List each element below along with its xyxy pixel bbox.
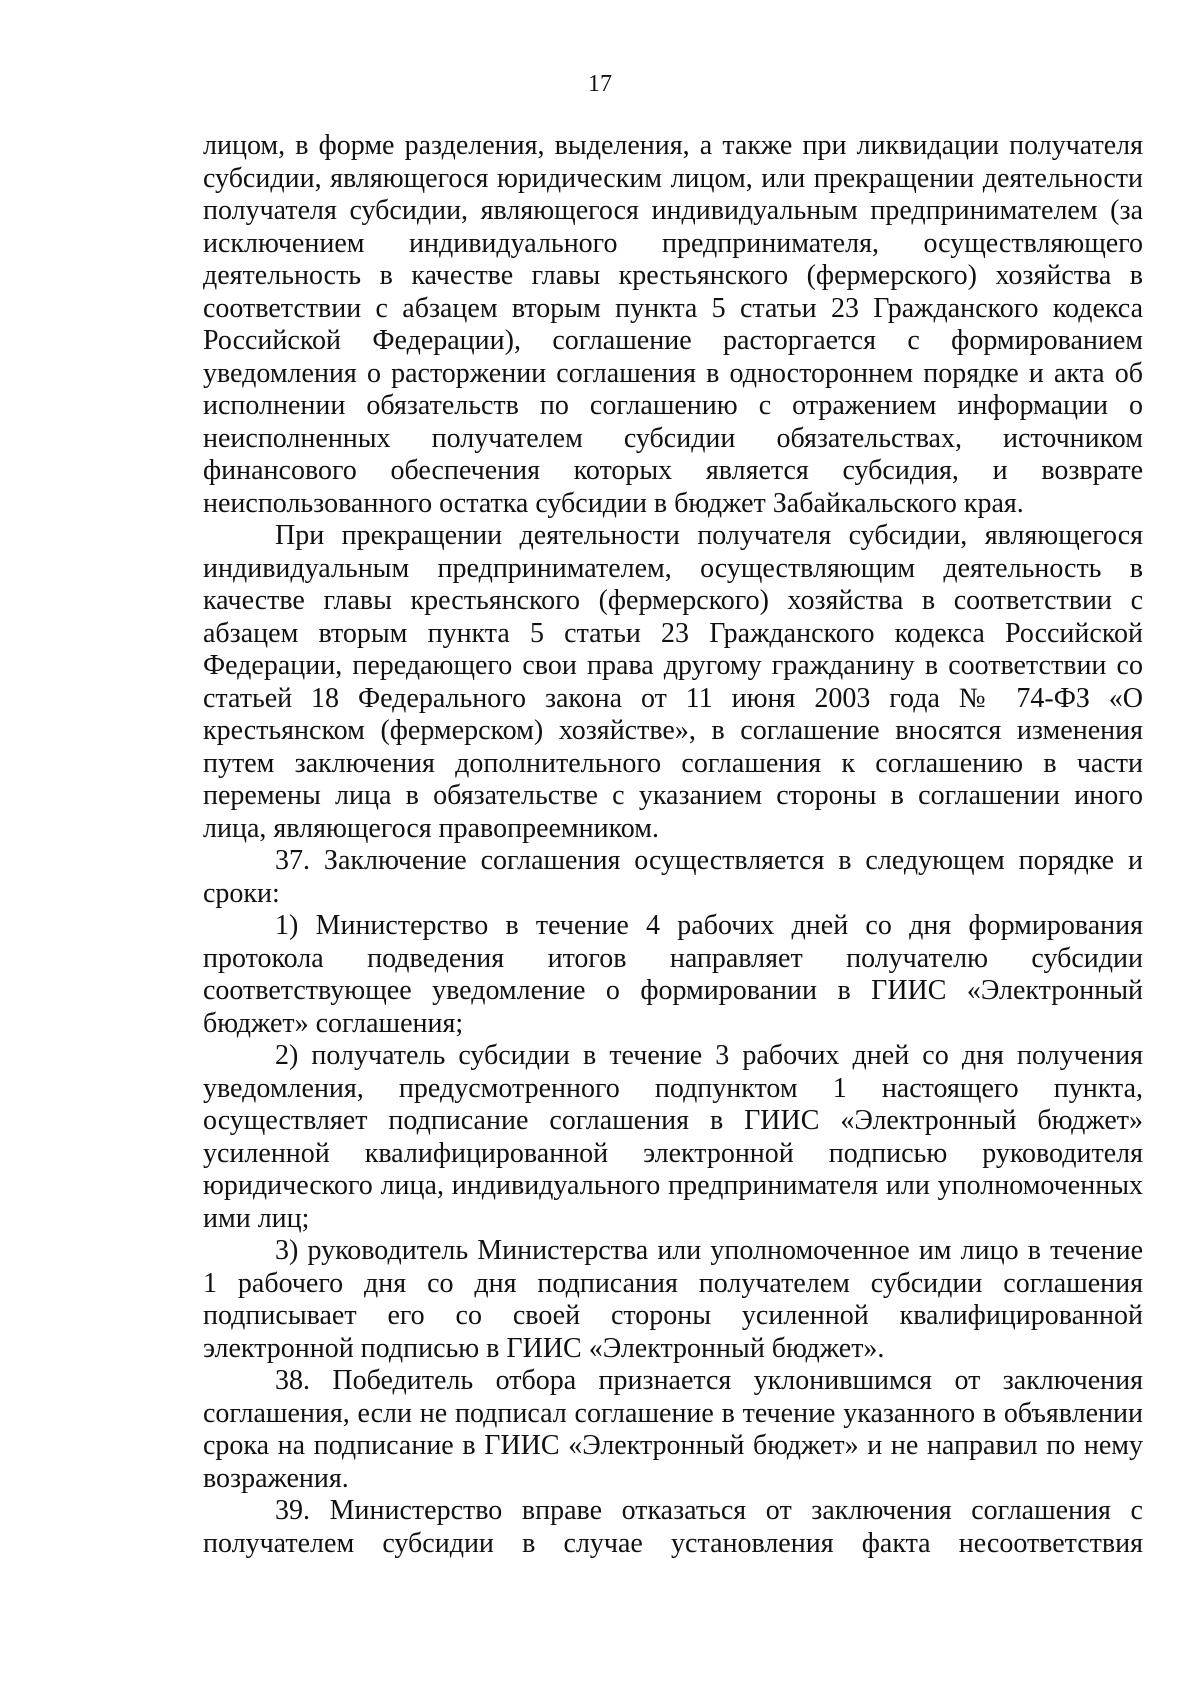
- paragraph-continuation: лицом, в форме разделения, выделения, а также при ликвидации получателя субсидии, являющегося юридическим лицом, или прекращении деятельности получателя субсидии, являющегося индивидуальным предпринимателем (за исключением индивидуального предпринимателя, осуществляющего деятельность в качестве главы крестьянского (фермерского) хозяйства в соответствии с абзацем вторым пункта 5 статьи 23 Гражданского кодекса Российской Федерации), соглашение расторгается с формированием уведомления о расторжении соглашения в одностороннем порядке и акта об исполнении обязательств по соглашению с отражением информации о неисполненных получателем субсидии обязательствах, источником финансового обеспечения которых является субсидия, и возврате неиспользованного остатка субсидии в бюджет Забайкальского края.: [203, 130, 1143, 519]
- paragraph-ip-termination: При прекращении деятельности получателя субсидии, являющегося индивидуальным предпринимателем, осуществляющим деятельность в качестве главы крестьянского (фермерского) хозяйства в соответствии с абзацем вторым пункта 5 статьи 23 Гражданского кодекса Российской Федерации, передающего свои права другому гражданину в соответствии со статьей 18 Федерального закона от 11 июня 2003 года № 74-ФЗ «О крестьянском (фермерском) хозяйстве», в соглашение вносятся изменения путем заключения дополнительного соглашения к соглашению в части перемены лица в обязательстве с указанием стороны в соглашении иного лица, являющегося правопреемником.: [203, 520, 1143, 844]
- document-body: [203, 130, 1143, 1560]
- paragraph-37: 37. Заключение соглашения осуществляется в следующем порядке и сроки:: [203, 845, 1143, 909]
- paragraph-37-item-1: 1) Министерство в течение 4 рабочих дней со дня формирования протокола подведения итогов направляет получателю субсидии соответствующее уведомление о формировании в ГИИС «Электронный бюджет» соглашения;: [203, 910, 1143, 1039]
- paragraph-37-item-2: 2) получатель субсидии в течение 3 рабочих дней со дня получения уведомления, предусмотренного подпунктом 1 настоящего пункта, осуществляет подписание соглашения в ГИИС «Электронный бюджет» усиленной квалифицированной электронной подписью руководителя юридического лица, индивидуального предпринимателя или уполномоченных ими лиц;: [203, 1040, 1143, 1234]
- page-number: 17: [588, 71, 612, 97]
- paragraph-38: 38. Победитель отбора признается уклонившимся от заключения соглашения, если не подписал соглашение в течение указанного в объявлении срока на подписание в ГИИС «Электронный бюджет» и не направил по нему возражения.: [203, 1365, 1143, 1494]
- paragraph-37-item-3: 3) руководитель Министерства или уполномоченное им лицо в течение 1 рабочего дня со дня подписания получателем субсидии соглашения подписывает его со своей стороны усиленной квалифицированной электронной подписью в ГИИС «Электронный бюджет».: [203, 1235, 1143, 1364]
- paragraph-39: 39. Министерство вправе отказаться от заключения соглашения с получателем субсидии в случае установления факта несоответствия: [203, 1495, 1143, 1559]
